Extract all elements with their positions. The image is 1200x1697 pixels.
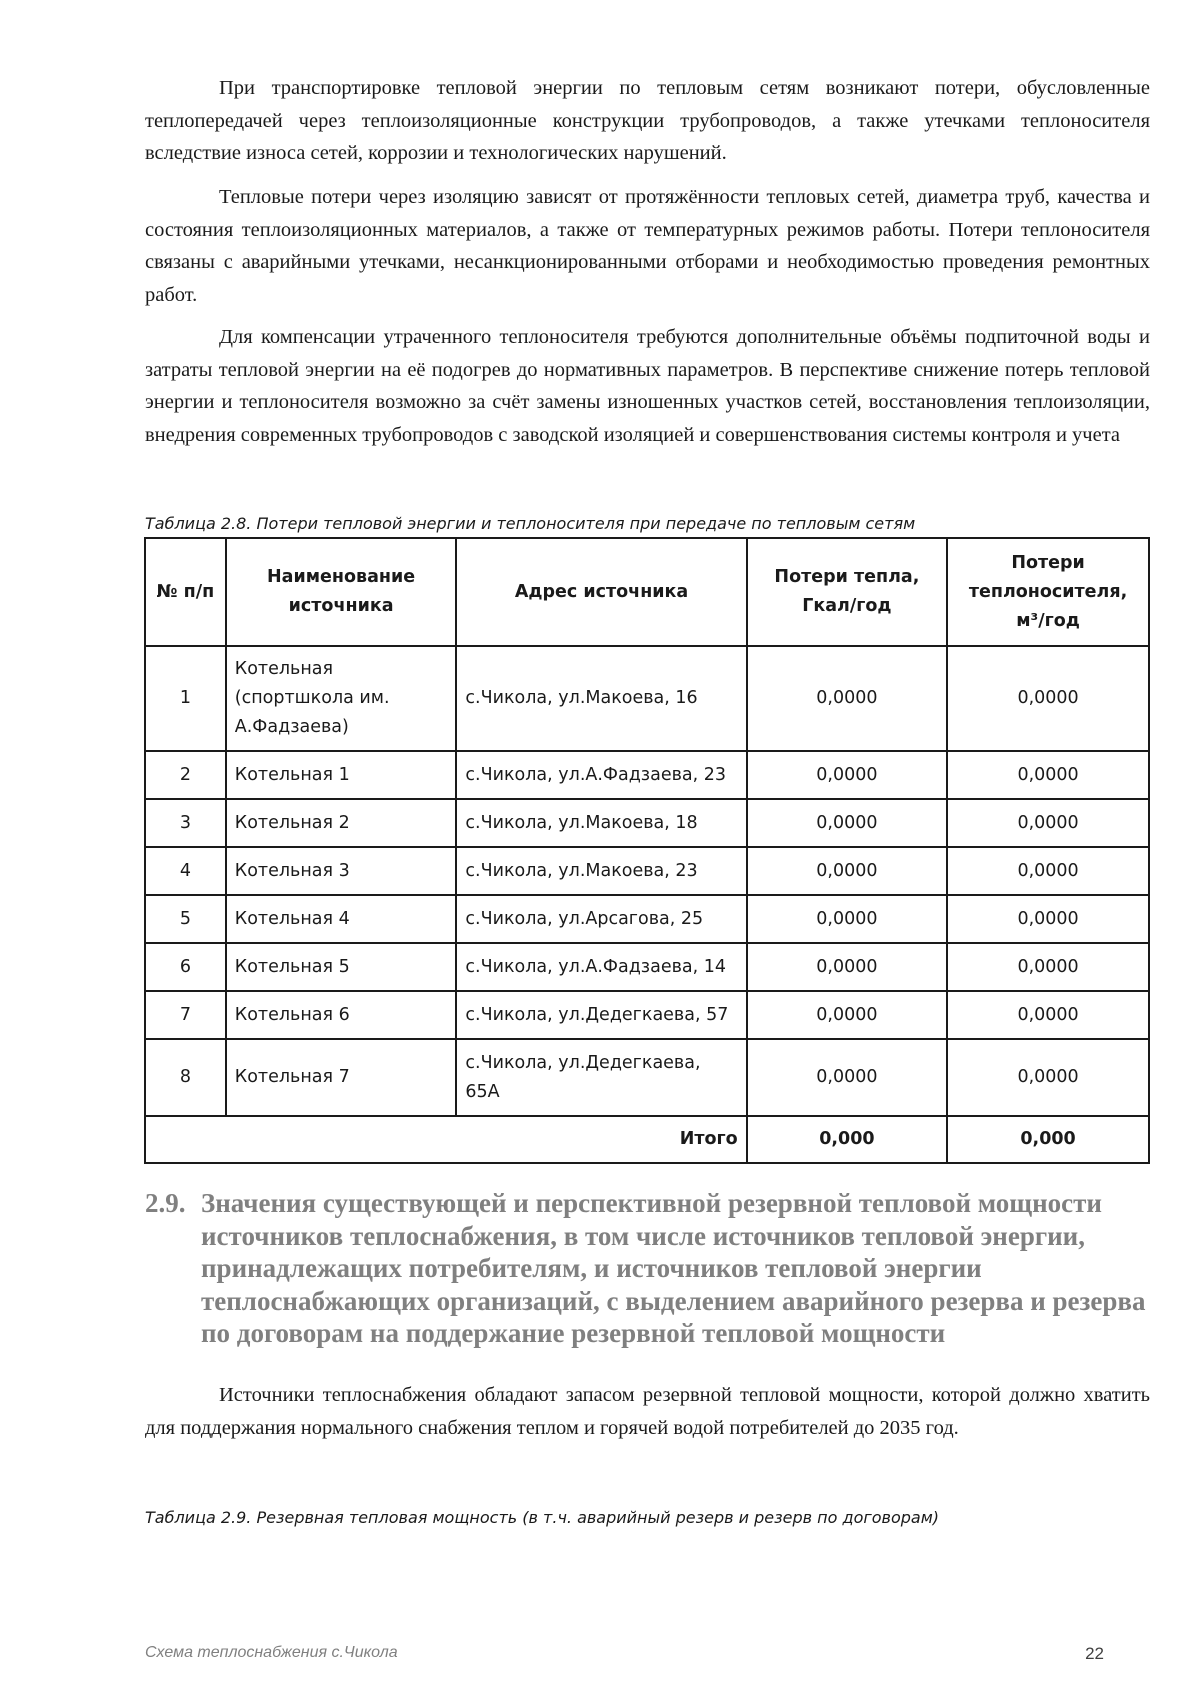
cell-heat: 0,0000 <box>747 799 947 847</box>
table-total-row <box>145 1116 1149 1163</box>
cell-address: с.Чикола, ул.А.Фадзаева, 14 <box>456 943 746 991</box>
table-row <box>145 943 1149 991</box>
body-paragraph-insulation: Тепловые потери через изоляцию зависят от протяжённости тепловых сетей, диаметра труб, качества и состояния теплоизоляционных материалов, а также от температурных режимов работы. Потери теплоносителя связаны с аварийными утечками, несанкционированными отборами и необходимостью проведения ремонтных работ. <box>145 186 1150 306</box>
table-row <box>145 991 1149 1039</box>
cell-num: 3 <box>145 799 226 847</box>
cell-address: с.Чикола, ул.Макоева, 18 <box>456 799 746 847</box>
cell-num: 2 <box>145 751 226 799</box>
cell-num: 1 <box>145 646 226 751</box>
footer-doc-title: Схема теплоснабжения с.Чикола <box>145 1644 398 1661</box>
cell-address: с.Чикола, ул.Макоева, 23 <box>456 847 746 895</box>
header-source-name: Наименование источника <box>226 538 457 646</box>
table-row <box>145 751 1149 799</box>
table-row <box>145 799 1149 847</box>
cell-heat: 0,0000 <box>747 847 947 895</box>
table-header-row <box>145 538 1149 646</box>
cell-heat: 0,0000 <box>747 943 947 991</box>
cell-carrier: 0,0000 <box>947 751 1149 799</box>
cell-carrier: 0,0000 <box>947 895 1149 943</box>
section-title: Значения существующей и перспективной резервной тепловой мощности источников теплоснабжения, в том числе источников тепловой энергии, принадлежащих потребителям, и источников тепловой энергии теплоснабжающих организаций, с выделением аварийного резерва и резерва по договорам на поддержание резервной тепловой мощности <box>201 1188 1146 1348</box>
total-carrier: 0,000 <box>947 1116 1149 1163</box>
cell-carrier: 0,0000 <box>947 847 1149 895</box>
body-paragraph-heat-losses: При транспортировке тепловой энергии по тепловым сетям возникают потери, обусловленные теплопередачей через теплоизоляционные конструкции трубопроводов, а также утечками теплоносителя вследствие износа сетей, коррозии и технологических нарушений. <box>145 77 1150 164</box>
section-heading <box>145 1187 1155 1350</box>
table2-caption: Таблица 2.9. Резервная тепловая мощность (в т.ч. аварийный резерв и резерв по договорам) <box>145 1508 940 1527</box>
body-paragraph-reserve: Источники теплоснабжения обладают запасом резервной тепловой мощности, которой должно хватить для поддержания нормального снабжения теплом и горячей водой потребителей до 2035 год. <box>145 1384 1150 1439</box>
cell-num: 8 <box>145 1039 226 1116</box>
cell-name: Котельная 1 <box>226 751 457 799</box>
total-label: Итого <box>145 1116 747 1163</box>
cell-carrier: 0,0000 <box>947 646 1149 751</box>
cell-name: Котельная 2 <box>226 799 457 847</box>
table-row <box>145 847 1149 895</box>
cell-address: с.Чикола, ул.Арсагова, 25 <box>456 895 746 943</box>
cell-name: Котельная 7 <box>226 1039 457 1116</box>
header-num: № п/п <box>145 538 226 646</box>
cell-name: Котельная 4 <box>226 895 457 943</box>
cell-name: Котельная 3 <box>226 847 457 895</box>
table-row <box>145 1039 1149 1116</box>
cell-num: 6 <box>145 943 226 991</box>
cell-heat: 0,0000 <box>747 1039 947 1116</box>
header-carrier-loss: Потери теплоносителя, м³/год <box>947 538 1149 646</box>
section-number: 2.9. <box>145 1188 186 1218</box>
cell-carrier: 0,0000 <box>947 991 1149 1039</box>
total-heat: 0,000 <box>747 1116 947 1163</box>
cell-heat: 0,0000 <box>747 751 947 799</box>
footer-page-number: 22 <box>1085 1644 1104 1663</box>
cell-num: 5 <box>145 895 226 943</box>
cell-num: 7 <box>145 991 226 1039</box>
table-caption: Таблица 2.8. Потери тепловой энергии и теплоносителя при передаче по тепловым сетям <box>145 514 916 533</box>
cell-name: Котельная (спортшкола им. А.Фадзаева) <box>226 646 457 751</box>
cell-heat: 0,0000 <box>747 895 947 943</box>
cell-address: с.Чикола, ул.А.Фадзаева, 23 <box>456 751 746 799</box>
cell-address: с.Чикола, ул.Макоева, 16 <box>456 646 746 751</box>
cell-name: Котельная 6 <box>226 991 457 1039</box>
table-row <box>145 646 1149 751</box>
cell-address: с.Чикола, ул.Дедегкаева, 65А <box>456 1039 746 1116</box>
cell-num: 4 <box>145 847 226 895</box>
cell-carrier: 0,0000 <box>947 943 1149 991</box>
cell-heat: 0,0000 <box>747 646 947 751</box>
header-heat-loss: Потери тепла, Гкал/год <box>747 538 947 646</box>
cell-carrier: 0,0000 <box>947 799 1149 847</box>
body-paragraph-compensation: Для компенсации утраченного теплоносителя требуются дополнительные объёмы подпиточной воды и затраты тепловой энергии на её подогрев до нормативных параметров. В перспективе снижение потерь тепловой энергии и теплоносителя возможно за счёт замены изношенных участков сетей, восстановления теплоизоляции, внедрения современных трубопроводов с заводской изоляцией и совершенствования системы контроля и учета <box>145 326 1150 446</box>
losses-table <box>144 537 1150 1164</box>
cell-name: Котельная 5 <box>226 943 457 991</box>
cell-carrier: 0,0000 <box>947 1039 1149 1116</box>
header-source-address: Адрес источника <box>456 538 746 646</box>
cell-address: с.Чикола, ул.Дедегкаева, 57 <box>456 991 746 1039</box>
cell-heat: 0,0000 <box>747 991 947 1039</box>
table-row <box>145 895 1149 943</box>
